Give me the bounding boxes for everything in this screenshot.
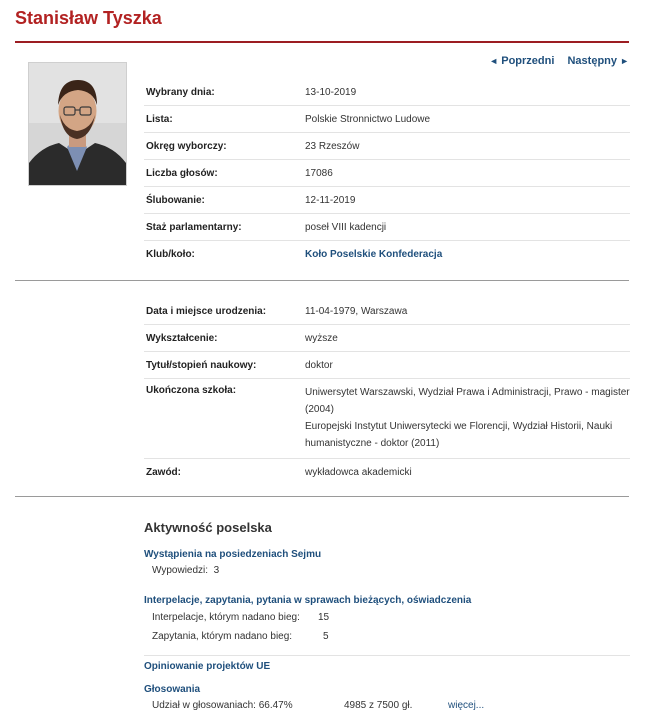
detail-row-club <box>144 241 630 267</box>
detail-value: wykładowca akademicki <box>305 466 412 478</box>
activity-speeches <box>144 549 630 576</box>
detail-value: 12-11-2019 <box>305 194 356 206</box>
school-line: humanistyczne - doktor (2011) <box>305 438 440 449</box>
detail-value: poseł VIII kadencji <box>305 221 387 233</box>
portrait-photo <box>28 62 127 186</box>
next-link-label: Następny <box>567 55 618 67</box>
detail-label: Data i miejsce urodzenia: <box>146 305 267 317</box>
mandate-details-table <box>144 79 630 267</box>
detail-label: Ślubowanie: <box>146 194 205 206</box>
activity-divider <box>144 655 630 656</box>
detail-row-list <box>144 106 630 133</box>
arrow-right-icon: ► <box>620 56 629 66</box>
detail-row-school <box>144 379 630 459</box>
next-link[interactable] <box>567 55 629 67</box>
detail-label: Klub/koło: <box>146 248 195 260</box>
portrait-icon <box>29 63 126 185</box>
activity-votes <box>144 684 630 711</box>
votes-link[interactable]: Głosowania <box>144 684 201 695</box>
detail-row-elected <box>144 79 630 106</box>
detail-row-district <box>144 133 630 160</box>
school-line: Europejski Instytut Uniwersytecki we Florencji, Wydział Historii, Nauki <box>305 421 613 432</box>
detail-value: Polskie Stronnictwo Ludowe <box>305 113 431 125</box>
arrow-left-icon: ◄ <box>489 56 499 66</box>
activity-section <box>144 520 630 535</box>
page-title: Stanisław Tyszka <box>15 8 162 28</box>
school-line: Uniwersytet Warszawski, Wydział Prawa i Administracji, Prawo - magister <box>305 387 630 398</box>
activity-title: Aktywność poselska <box>144 520 272 535</box>
detail-label: Lista: <box>146 113 173 125</box>
votes-more-link[interactable]: więcej... <box>448 700 485 711</box>
detail-value <box>305 384 630 452</box>
detail-label: Liczba głosów: <box>146 167 218 179</box>
speeches-value: 3 <box>213 565 220 576</box>
detail-row-profession <box>144 459 630 485</box>
pagination-nav <box>489 55 629 67</box>
personal-details-table <box>144 298 630 485</box>
queries-value: 5 <box>323 631 329 642</box>
queries-count <box>144 631 630 642</box>
school-line: (2004) <box>305 404 334 415</box>
detail-value: 23 Rzeszów <box>305 140 360 152</box>
eu-opinions-link[interactable]: Opiniowanie projektów UE <box>144 661 271 672</box>
detail-row-degree <box>144 352 630 379</box>
detail-label: Wykształcenie: <box>146 332 218 344</box>
votes-percentage: Udział w głosowaniach: 66.47% <box>152 700 293 711</box>
queries-label: Zapytania, którym nadano bieg: <box>152 631 293 642</box>
detail-label: Ukończona szkoła: <box>146 385 237 396</box>
speeches-label: Wypowiedzi: <box>152 565 209 576</box>
detail-label: Okręg wyborczy: <box>146 140 227 152</box>
detail-value: wyższe <box>305 332 338 344</box>
speeches-count <box>144 565 630 576</box>
detail-row-seniority <box>144 214 630 241</box>
detail-row-education <box>144 325 630 352</box>
votes-participation <box>144 700 630 711</box>
section-divider <box>15 280 629 281</box>
section-divider <box>15 496 629 497</box>
detail-label: Zawód: <box>146 466 181 478</box>
interpellations-label: Interpelacje, którym nadano bieg: <box>152 612 300 623</box>
detail-row-oath <box>144 187 630 214</box>
detail-label: Staż parlamentarny: <box>146 221 242 233</box>
activity-eu <box>144 655 630 672</box>
club-link[interactable]: Koło Poselskie Konfederacja <box>305 248 443 260</box>
activity-interpellations <box>144 595 630 642</box>
detail-value: 11-04-1979, Warszawa <box>305 305 408 317</box>
detail-label: Tytuł/stopień naukowy: <box>146 359 257 371</box>
detail-value: doktor <box>305 359 333 371</box>
detail-value: 13-10-2019 <box>305 86 357 98</box>
detail-label: Wybrany dnia: <box>146 86 215 98</box>
title-divider <box>15 41 629 43</box>
previous-link-label: Poprzedni <box>501 55 555 67</box>
interpellations-link[interactable]: Interpelacje, zapytania, pytania w sprawach bieżących, oświadczenia <box>144 595 472 606</box>
votes-count: 4985 z 7500 gł. <box>344 700 413 711</box>
detail-value: 17086 <box>305 167 333 179</box>
detail-row-votes <box>144 160 630 187</box>
interpellations-value: 15 <box>318 612 330 623</box>
detail-row-birth <box>144 298 630 325</box>
interpellations-count <box>144 612 630 623</box>
speeches-link[interactable]: Wystąpienia na posiedzeniach Sejmu <box>144 549 322 560</box>
previous-link[interactable] <box>489 55 554 67</box>
